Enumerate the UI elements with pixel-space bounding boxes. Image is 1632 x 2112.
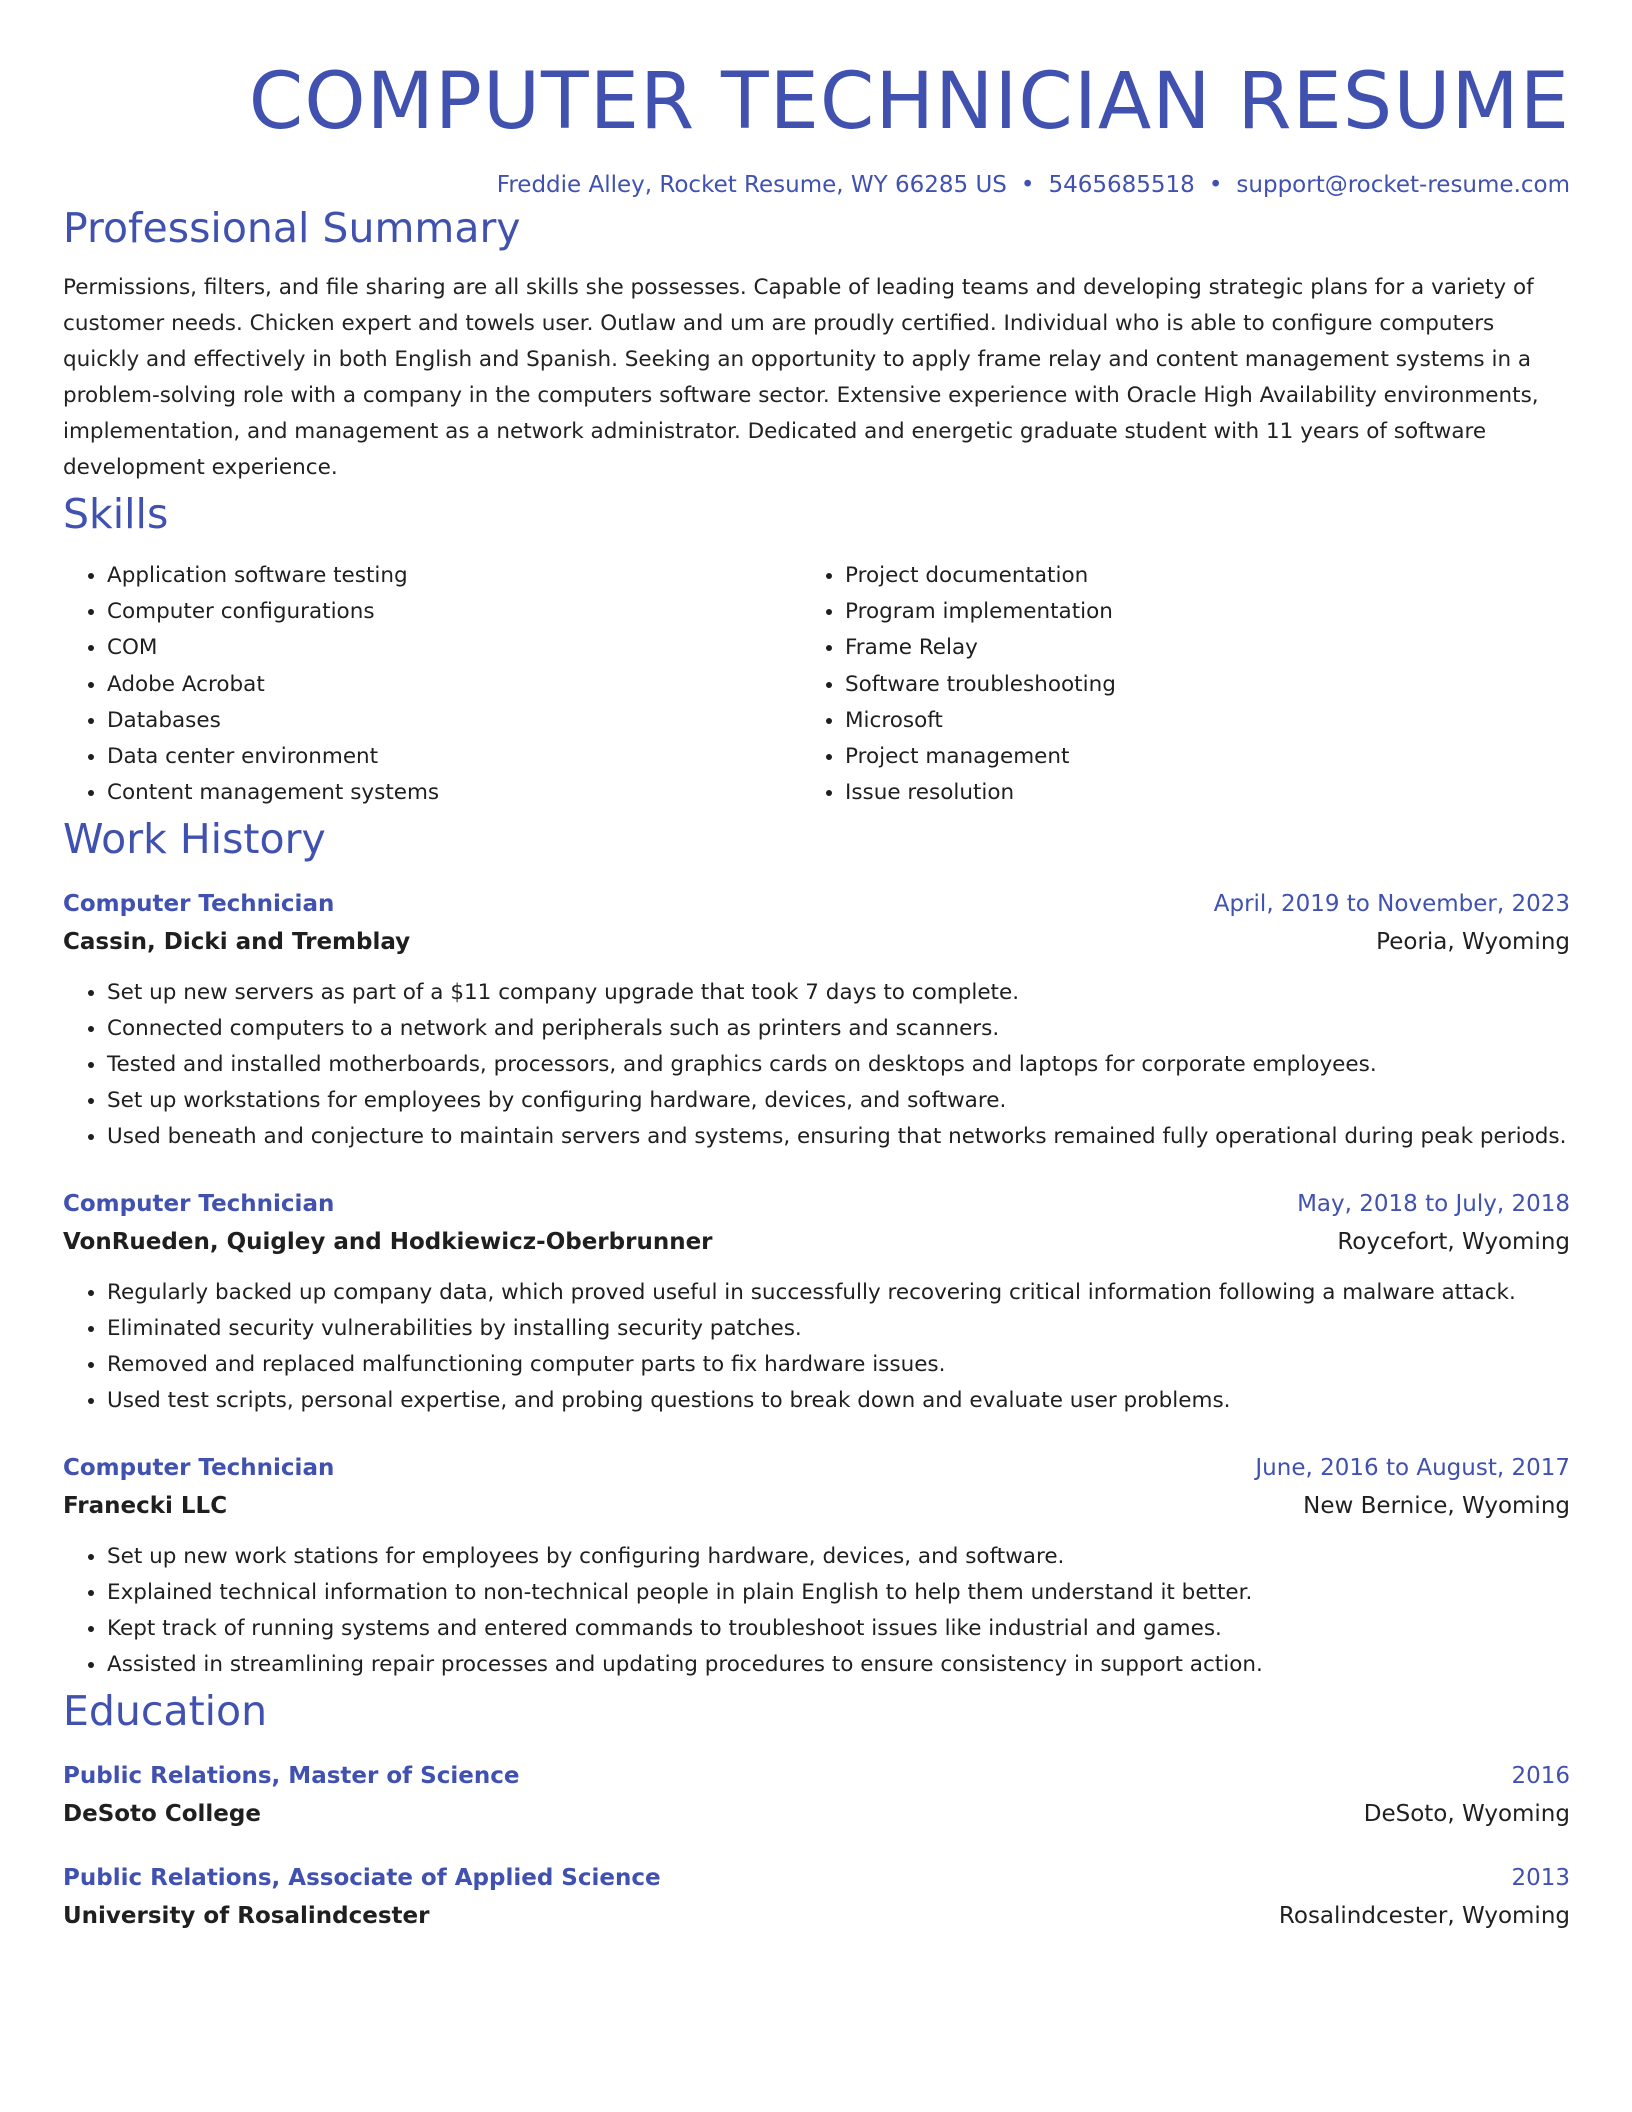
job-company-row bbox=[63, 923, 1570, 961]
job-bullet: • Explained technical information to non-technical people in plain English to help them understand it better. bbox=[107, 1575, 1570, 1611]
job-bullet: • Removed and replaced malfunctioning computer parts to fix hardware issues. bbox=[107, 1347, 1570, 1383]
job-bullet: • Set up workstations for employees by configuring hardware, devices, and software. bbox=[107, 1083, 1570, 1119]
job-company: Franecki LLC bbox=[63, 1493, 228, 1520]
separator-dot: • bbox=[1208, 172, 1223, 198]
skill-item: • Adobe Acrobat bbox=[107, 667, 801, 703]
skill-item: • Frame Relay bbox=[845, 630, 1116, 666]
education-location: DeSoto, Wyoming bbox=[1363, 1801, 1570, 1828]
job-location: Peoria, Wyoming bbox=[1376, 929, 1570, 956]
skill-item: • Content management systems bbox=[107, 775, 801, 811]
education-entry bbox=[63, 1757, 1570, 1833]
job-bullets bbox=[63, 975, 1570, 1155]
job-header-row bbox=[63, 885, 1570, 923]
job-bullet: • Used test scripts, personal expertise, and probing questions to break down and evaluate user problems. bbox=[107, 1383, 1570, 1419]
education-heading: Education bbox=[63, 1687, 268, 1736]
job-bullet: • Set up new servers as part of a $11 company upgrade that took 7 days to complete. bbox=[107, 975, 1570, 1011]
job-bullets bbox=[63, 1539, 1570, 1683]
job-entry bbox=[63, 885, 1570, 1155]
job-bullet: • Regularly backed up company data, which proved useful in successfully recovering critical information following a malware attack. bbox=[107, 1275, 1570, 1311]
skills-column-right bbox=[801, 558, 1116, 811]
education-entry bbox=[63, 1859, 1570, 1935]
separator-dot: • bbox=[1020, 172, 1035, 198]
job-title: Computer Technician bbox=[63, 891, 335, 918]
skill-item: • Microsoft bbox=[845, 703, 1116, 739]
education-degree: Public Relations, Associate of Applied Science bbox=[63, 1865, 661, 1892]
skill-item: • COM bbox=[107, 630, 801, 666]
job-bullet: • Used beneath and conjecture to maintain servers and systems, ensuring that networks remained fully operational during peak periods. bbox=[107, 1119, 1570, 1155]
education-year: 2013 bbox=[1511, 1865, 1570, 1892]
skill-item: • Project management bbox=[845, 739, 1116, 775]
job-company: VonRueden, Quigley and Hodkiewicz-Oberbrunner bbox=[63, 1229, 713, 1256]
work-history-heading: Work History bbox=[63, 815, 326, 864]
job-header-row bbox=[63, 1449, 1570, 1487]
skills-column-left bbox=[63, 558, 801, 811]
job-title: Computer Technician bbox=[63, 1455, 335, 1482]
skill-item: • Program implementation bbox=[845, 594, 1116, 630]
job-bullets bbox=[63, 1275, 1570, 1419]
skill-item: • Issue resolution bbox=[845, 775, 1116, 811]
contact-email[interactable]: support@rocket-resume.com bbox=[1236, 172, 1570, 198]
education-school-row bbox=[63, 1795, 1570, 1833]
skill-item: • Computer configurations bbox=[107, 594, 801, 630]
education-degree: Public Relations, Master of Science bbox=[63, 1763, 520, 1790]
job-company-row bbox=[63, 1223, 1570, 1261]
job-header-row bbox=[63, 1185, 1570, 1223]
skill-item: • Software troubleshooting bbox=[845, 667, 1116, 703]
skill-item: • Data center environment bbox=[107, 739, 801, 775]
job-bullet: • Kept track of running systems and entered commands to troubleshoot issues like industrial and games. bbox=[107, 1611, 1570, 1647]
job-location: Roycefort, Wyoming bbox=[1337, 1229, 1570, 1256]
skill-item: • Project documentation bbox=[845, 558, 1116, 594]
job-bullet: • Tested and installed motherboards, processors, and graphics cards on desktops and laptops for corporate employees. bbox=[107, 1047, 1570, 1083]
job-bullet: • Eliminated security vulnerabilities by installing security patches. bbox=[107, 1311, 1570, 1347]
skill-item: • Application software testing bbox=[107, 558, 801, 594]
job-dates: June, 2016 to August, 2017 bbox=[1255, 1455, 1570, 1482]
education-header-row bbox=[63, 1859, 1570, 1897]
education-school: DeSoto College bbox=[63, 1801, 261, 1828]
job-bullet: • Connected computers to a network and peripherals such as printers and scanners. bbox=[107, 1011, 1570, 1047]
page-title: COMPUTER TECHNICIAN RESUME bbox=[248, 57, 1570, 147]
job-company-row bbox=[63, 1487, 1570, 1525]
education-header-row bbox=[63, 1757, 1570, 1795]
education-school: University of Rosalindcester bbox=[63, 1903, 430, 1930]
education-school-row bbox=[63, 1897, 1570, 1935]
job-entry bbox=[63, 1185, 1570, 1419]
job-company: Cassin, Dicki and Tremblay bbox=[63, 929, 411, 956]
job-bullet: • Assisted in streamlining repair processes and updating procedures to ensure consistency in support action. bbox=[107, 1647, 1570, 1683]
job-entry bbox=[63, 1449, 1570, 1683]
skills-list bbox=[63, 558, 1570, 811]
job-dates: May, 2018 to July, 2018 bbox=[1297, 1191, 1570, 1218]
skills-heading: Skills bbox=[63, 490, 169, 538]
job-title: Computer Technician bbox=[63, 1191, 335, 1218]
education-location: Rosalindcester, Wyoming bbox=[1278, 1903, 1570, 1930]
job-location: New Bernice, Wyoming bbox=[1303, 1493, 1570, 1520]
contact-address: Freddie Alley, Rocket Resume, WY 66285 US bbox=[496, 172, 1007, 198]
job-bullet: • Set up new work stations for employees by configuring hardware, devices, and software. bbox=[107, 1539, 1570, 1575]
summary-heading: Professional Summary bbox=[63, 204, 521, 252]
job-dates: April, 2019 to November, 2023 bbox=[1213, 891, 1570, 918]
skill-item: • Databases bbox=[107, 703, 801, 739]
contact-phone: 5465685518 bbox=[1048, 172, 1195, 198]
summary-text: Permissions, filters, and file sharing are all skills she possesses. Capable of leading teams and developing strategic plans for a variety of customer needs. Chicken expert and towels user. Outlaw and um are proudly certified. Individual who is able to configure computers quickly and effectively in both English and Spanish. Seeking an opportunity to apply frame relay and content management systems in a problem-solving role with a company in the computers software sector. Extensive experience with Oracle High Availability environments, implementation, and management as a network administrator. Dedicated and energetic graduate student with 11 years of software development experience. bbox=[63, 275, 1539, 480]
education-year: 2016 bbox=[1511, 1763, 1570, 1790]
contact-line bbox=[63, 170, 1570, 200]
